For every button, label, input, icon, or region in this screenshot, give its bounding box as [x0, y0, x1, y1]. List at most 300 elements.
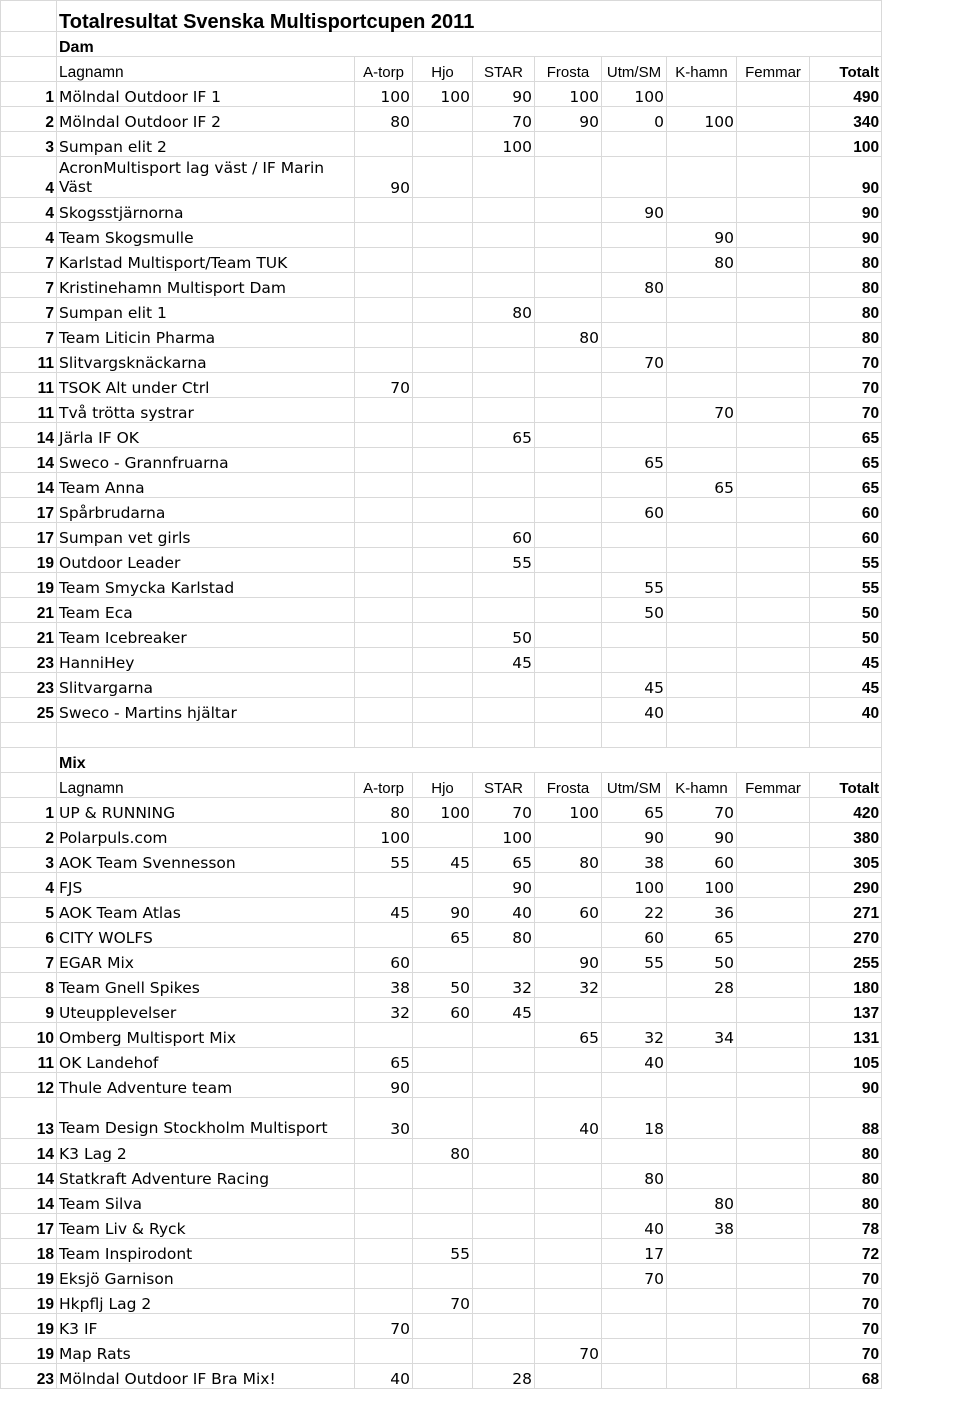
score-cell	[667, 1139, 737, 1164]
score-cell: 80	[355, 107, 413, 132]
total-cell: 55	[810, 573, 882, 598]
score-cell	[602, 523, 667, 548]
score-cell	[667, 573, 737, 598]
score-cell	[602, 1364, 667, 1389]
team-name-cell: Järla IF OK	[57, 423, 355, 448]
score-cell: 70	[667, 798, 737, 823]
score-cell: 80	[355, 798, 413, 823]
total-cell: 490	[810, 82, 882, 107]
rank-cell: 7	[1, 248, 57, 273]
table-row	[1, 598, 882, 623]
score-cell: 38	[355, 973, 413, 998]
column-header-total: Totalt	[810, 773, 882, 798]
column-header-name: Lagnamn	[57, 773, 355, 798]
total-cell: 70	[810, 348, 882, 373]
rank-cell: 7	[1, 948, 57, 973]
score-cell: 50	[413, 973, 473, 998]
score-cell: 50	[602, 598, 667, 623]
total-cell: 255	[810, 948, 882, 973]
table-row	[1, 1189, 882, 1214]
rank-cell: 25	[1, 698, 57, 723]
team-name-cell: HanniHey	[57, 648, 355, 673]
score-cell: 55	[413, 1239, 473, 1264]
score-cell	[667, 448, 737, 473]
score-cell: 60	[535, 898, 602, 923]
team-name-cell: Team Anna	[57, 473, 355, 498]
score-cell	[737, 1139, 810, 1164]
score-cell	[413, 698, 473, 723]
score-cell	[667, 698, 737, 723]
table-row	[1, 923, 882, 948]
score-cell	[473, 1214, 535, 1239]
score-cell	[535, 373, 602, 398]
score-cell: 80	[473, 298, 535, 323]
team-name-cell: Team Design Stockholm Multisport	[57, 1098, 355, 1139]
score-cell	[535, 1073, 602, 1098]
total-cell: 70	[810, 1339, 882, 1364]
score-cell	[667, 423, 737, 448]
score-cell	[535, 823, 602, 848]
column-header-total: Totalt	[810, 57, 882, 82]
score-cell	[535, 1289, 602, 1314]
team-name-cell: Thule Adventure team	[57, 1073, 355, 1098]
table-row	[1, 107, 882, 132]
total-cell: 80	[810, 323, 882, 348]
score-cell: 55	[602, 948, 667, 973]
empty-cell	[1, 57, 57, 82]
score-cell: 32	[355, 998, 413, 1023]
score-cell: 80	[473, 923, 535, 948]
total-cell: 40	[810, 698, 882, 723]
empty-cell	[355, 723, 413, 748]
score-cell	[535, 1139, 602, 1164]
score-cell: 80	[413, 1139, 473, 1164]
rank-cell: 9	[1, 998, 57, 1023]
score-cell	[355, 623, 413, 648]
score-cell	[473, 473, 535, 498]
rank-cell: 23	[1, 1364, 57, 1389]
score-cell	[413, 1339, 473, 1364]
score-cell: 32	[535, 973, 602, 998]
rank-cell: 4	[1, 873, 57, 898]
score-cell	[413, 323, 473, 348]
rank-cell: 19	[1, 1264, 57, 1289]
empty-cell	[737, 723, 810, 748]
score-cell	[413, 132, 473, 157]
score-cell	[355, 523, 413, 548]
total-cell: 70	[810, 373, 882, 398]
rank-cell: 12	[1, 1073, 57, 1098]
team-name-cell: Team Inspirodont	[57, 1239, 355, 1264]
total-cell: 90	[810, 223, 882, 248]
score-cell: 50	[667, 948, 737, 973]
score-cell: 40	[602, 1048, 667, 1073]
team-name-cell: Team Liticin Pharma	[57, 323, 355, 348]
score-cell	[413, 273, 473, 298]
score-cell	[737, 548, 810, 573]
score-cell	[737, 673, 810, 698]
rank-cell: 14	[1, 1189, 57, 1214]
score-cell: 45	[473, 998, 535, 1023]
score-cell	[667, 648, 737, 673]
score-cell	[535, 648, 602, 673]
score-cell: 38	[602, 848, 667, 873]
team-name-cell: Karlstad Multisport/Team TUK	[57, 248, 355, 273]
score-cell	[737, 523, 810, 548]
score-cell	[473, 1264, 535, 1289]
total-cell: 380	[810, 823, 882, 848]
rank-cell: 19	[1, 548, 57, 573]
score-cell	[667, 523, 737, 548]
total-cell: 90	[810, 198, 882, 223]
score-cell	[737, 923, 810, 948]
rank-cell: 14	[1, 423, 57, 448]
score-cell	[737, 1339, 810, 1364]
rank-cell: 3	[1, 132, 57, 157]
rank-cell: 7	[1, 298, 57, 323]
rank-cell: 14	[1, 1164, 57, 1189]
score-cell	[413, 107, 473, 132]
column-header-race: Femmar	[737, 57, 810, 82]
score-cell: 70	[535, 1339, 602, 1364]
score-cell	[535, 298, 602, 323]
score-cell: 90	[355, 1073, 413, 1098]
rank-cell: 1	[1, 798, 57, 823]
score-cell	[355, 448, 413, 473]
score-cell	[473, 198, 535, 223]
table-row	[1, 1239, 882, 1264]
score-cell	[473, 273, 535, 298]
total-cell: 60	[810, 498, 882, 523]
rank-cell: 7	[1, 273, 57, 298]
score-cell: 45	[602, 673, 667, 698]
score-cell	[413, 348, 473, 373]
score-cell	[737, 573, 810, 598]
score-cell: 17	[602, 1239, 667, 1264]
header-row	[1, 773, 882, 798]
score-cell	[355, 648, 413, 673]
column-header-name: Lagnamn	[57, 57, 355, 82]
score-cell	[413, 423, 473, 448]
score-cell	[535, 248, 602, 273]
score-cell	[413, 873, 473, 898]
score-cell: 65	[473, 848, 535, 873]
team-name-cell: Mölndal Outdoor IF 1	[57, 82, 355, 107]
score-cell	[413, 1048, 473, 1073]
score-cell	[535, 1239, 602, 1264]
score-cell	[737, 1098, 810, 1139]
score-cell: 100	[667, 107, 737, 132]
score-cell	[355, 548, 413, 573]
score-cell	[737, 107, 810, 132]
header-row	[1, 57, 882, 82]
score-cell	[737, 82, 810, 107]
score-cell	[602, 423, 667, 448]
table-row	[1, 548, 882, 573]
score-cell	[473, 498, 535, 523]
empty-cell	[1, 723, 57, 748]
score-cell	[602, 298, 667, 323]
score-cell: 60	[602, 498, 667, 523]
score-cell: 28	[473, 1364, 535, 1389]
score-cell	[355, 1139, 413, 1164]
score-cell: 65	[602, 448, 667, 473]
column-header-race: Femmar	[737, 773, 810, 798]
rank-cell: 18	[1, 1239, 57, 1264]
score-cell	[737, 398, 810, 423]
score-cell: 32	[602, 1023, 667, 1048]
score-cell: 90	[413, 898, 473, 923]
team-name-cell: OK Landehof	[57, 1048, 355, 1073]
score-cell	[355, 398, 413, 423]
team-name-cell: Team Icebreaker	[57, 623, 355, 648]
score-cell	[667, 82, 737, 107]
column-header-race: STAR	[473, 57, 535, 82]
score-cell	[667, 157, 737, 198]
team-name-cell: TSOK Alt under Ctrl	[57, 373, 355, 398]
table-row	[1, 398, 882, 423]
column-header-race: A-torp	[355, 57, 413, 82]
table-row	[1, 1314, 882, 1339]
total-cell: 65	[810, 473, 882, 498]
score-cell	[413, 1364, 473, 1389]
score-cell	[602, 623, 667, 648]
score-cell	[737, 1364, 810, 1389]
score-cell	[413, 1314, 473, 1339]
team-name-cell: Outdoor Leader	[57, 548, 355, 573]
score-cell	[413, 1023, 473, 1048]
score-cell	[413, 648, 473, 673]
score-cell	[737, 373, 810, 398]
score-cell	[413, 198, 473, 223]
rank-cell: 21	[1, 598, 57, 623]
score-cell	[413, 1164, 473, 1189]
rank-cell: 19	[1, 1339, 57, 1364]
empty-cell	[535, 723, 602, 748]
score-cell	[355, 1239, 413, 1264]
score-cell	[737, 348, 810, 373]
score-cell	[473, 223, 535, 248]
score-cell: 100	[413, 798, 473, 823]
column-header-race: Frosta	[535, 773, 602, 798]
score-cell	[535, 198, 602, 223]
empty-cell	[810, 723, 882, 748]
score-cell	[535, 598, 602, 623]
score-cell: 70	[413, 1289, 473, 1314]
score-cell	[737, 273, 810, 298]
score-cell: 80	[535, 323, 602, 348]
total-cell: 80	[810, 273, 882, 298]
score-cell	[473, 1048, 535, 1073]
table-row	[1, 948, 882, 973]
score-cell	[667, 598, 737, 623]
score-cell	[413, 1214, 473, 1239]
score-cell: 40	[602, 1214, 667, 1239]
table-row	[1, 273, 882, 298]
score-cell	[535, 673, 602, 698]
team-name-cell: Slitvargsknäckarna	[57, 348, 355, 373]
score-cell	[602, 998, 667, 1023]
score-cell	[602, 398, 667, 423]
score-cell	[473, 673, 535, 698]
team-name-cell: Slitvargarna	[57, 673, 355, 698]
score-cell	[737, 1289, 810, 1314]
score-cell: 80	[535, 848, 602, 873]
score-cell	[535, 132, 602, 157]
score-cell	[667, 1339, 737, 1364]
score-cell	[667, 1264, 737, 1289]
score-cell	[413, 948, 473, 973]
column-header-race: K-hamn	[667, 773, 737, 798]
score-cell	[602, 548, 667, 573]
table-row	[1, 82, 882, 107]
total-cell: 72	[810, 1239, 882, 1264]
score-cell	[473, 573, 535, 598]
table-row	[1, 473, 882, 498]
score-cell	[737, 873, 810, 898]
score-cell	[667, 348, 737, 373]
rank-cell: 6	[1, 923, 57, 948]
score-cell	[473, 157, 535, 198]
score-cell	[737, 598, 810, 623]
score-cell: 40	[602, 698, 667, 723]
total-cell: 68	[810, 1364, 882, 1389]
team-name-cell: Sumpan vet girls	[57, 523, 355, 548]
column-header-race: K-hamn	[667, 57, 737, 82]
team-name-cell: Omberg Multisport Mix	[57, 1023, 355, 1048]
page-title: Totalresultat Svenska Multisportcupen 2011	[57, 1, 882, 32]
score-cell: 90	[667, 823, 737, 848]
score-cell: 32	[473, 973, 535, 998]
score-cell	[737, 898, 810, 923]
rank-cell: 23	[1, 648, 57, 673]
score-cell	[355, 573, 413, 598]
rank-cell: 14	[1, 473, 57, 498]
score-cell	[413, 448, 473, 473]
table-row	[1, 1098, 882, 1139]
table-row	[1, 132, 882, 157]
table-row	[1, 848, 882, 873]
score-cell: 100	[667, 873, 737, 898]
empty-cell	[667, 723, 737, 748]
rank-cell: 8	[1, 973, 57, 998]
table-row	[1, 1073, 882, 1098]
score-cell: 100	[355, 82, 413, 107]
empty-cell	[1, 773, 57, 798]
score-cell	[535, 448, 602, 473]
score-cell: 60	[413, 998, 473, 1023]
table-row	[1, 523, 882, 548]
score-cell	[667, 373, 737, 398]
score-cell	[535, 348, 602, 373]
score-cell: 40	[473, 898, 535, 923]
score-cell: 34	[667, 1023, 737, 1048]
rank-cell: 5	[1, 898, 57, 923]
total-cell: 78	[810, 1214, 882, 1239]
score-cell	[413, 598, 473, 623]
table-row	[1, 698, 882, 723]
score-cell	[473, 1189, 535, 1214]
rank-cell: 1	[1, 82, 57, 107]
score-cell	[355, 132, 413, 157]
score-cell: 70	[355, 1314, 413, 1339]
score-cell: 65	[602, 798, 667, 823]
score-cell: 100	[413, 82, 473, 107]
score-cell	[355, 873, 413, 898]
score-cell	[355, 923, 413, 948]
table-row	[1, 198, 882, 223]
score-cell	[355, 198, 413, 223]
score-cell	[602, 248, 667, 273]
team-name-cell: Hkpflj Lag 2	[57, 1289, 355, 1314]
table-row	[1, 298, 882, 323]
table-row	[1, 1264, 882, 1289]
team-name-cell: Eksjö Garnison	[57, 1264, 355, 1289]
score-cell: 0	[602, 107, 667, 132]
section-title: Mix	[57, 748, 882, 773]
score-cell	[602, 323, 667, 348]
score-cell	[413, 573, 473, 598]
score-cell	[473, 1289, 535, 1314]
score-cell: 40	[535, 1098, 602, 1139]
rank-cell: 21	[1, 623, 57, 648]
score-cell	[667, 1164, 737, 1189]
score-cell: 45	[413, 848, 473, 873]
total-cell: 420	[810, 798, 882, 823]
table-row	[1, 973, 882, 998]
score-cell	[473, 348, 535, 373]
score-cell	[737, 698, 810, 723]
team-name-cell: Sumpan elit 1	[57, 298, 355, 323]
score-cell: 80	[667, 1189, 737, 1214]
total-cell: 290	[810, 873, 882, 898]
empty-cell	[473, 723, 535, 748]
score-cell	[667, 132, 737, 157]
rank-cell: 11	[1, 398, 57, 423]
score-cell: 70	[667, 398, 737, 423]
score-cell: 90	[535, 948, 602, 973]
table-row	[1, 873, 882, 898]
score-cell	[737, 973, 810, 998]
score-cell: 50	[473, 623, 535, 648]
total-cell: 70	[810, 1314, 882, 1339]
score-cell	[737, 423, 810, 448]
team-name-cell: Spårbrudarna	[57, 498, 355, 523]
score-cell	[535, 498, 602, 523]
score-cell: 22	[602, 898, 667, 923]
score-cell: 60	[473, 523, 535, 548]
team-name-cell: EGAR Mix	[57, 948, 355, 973]
score-cell	[413, 1189, 473, 1214]
score-cell	[413, 473, 473, 498]
score-cell: 90	[602, 198, 667, 223]
rank-cell: 11	[1, 373, 57, 398]
score-cell: 45	[473, 648, 535, 673]
empty-cell	[413, 723, 473, 748]
score-cell	[473, 1073, 535, 1098]
score-cell: 40	[355, 1364, 413, 1389]
score-cell	[473, 1314, 535, 1339]
table-row	[1, 423, 882, 448]
score-cell	[355, 323, 413, 348]
table-row	[1, 1023, 882, 1048]
table-row	[1, 1139, 882, 1164]
table-row	[1, 248, 882, 273]
score-cell: 100	[355, 823, 413, 848]
score-cell	[737, 1314, 810, 1339]
team-name-cell: Team Liv & Ryck	[57, 1214, 355, 1239]
rank-cell: 11	[1, 1048, 57, 1073]
